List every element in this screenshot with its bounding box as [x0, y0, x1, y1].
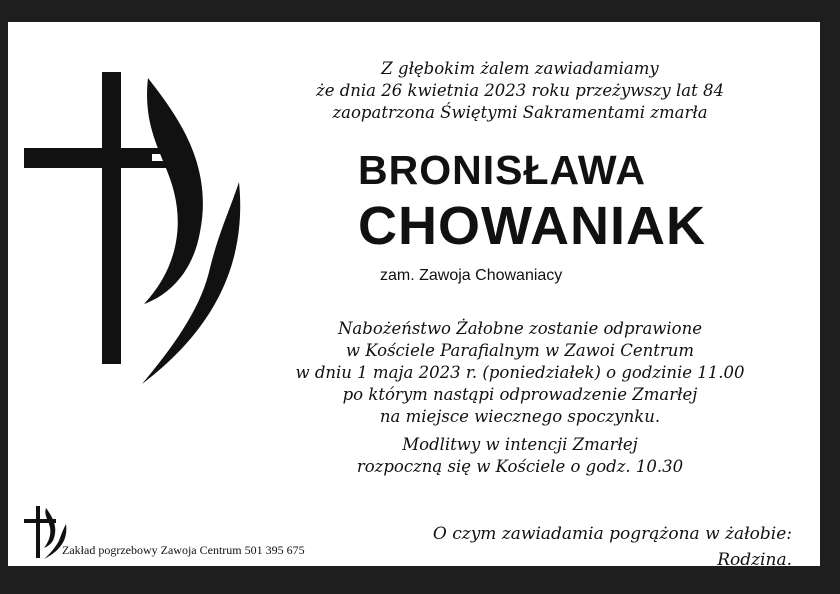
prayer-line: rozpoczną się w Kościele o godz. 10.30 — [356, 457, 684, 476]
intro-line: że dnia 26 kwietnia 2023 roku przeżywszy lat 84 — [316, 81, 724, 100]
prayer-line: Modlitwy w intencji Zmarłej — [402, 435, 638, 454]
funeral-line: po którym nastąpi odprowadzenie Zmarłej — [342, 385, 698, 404]
funeral-home-info: Zakład pogrzebowy Zawoja Centrum 501 395 675 — [62, 543, 305, 557]
address: zam. Zawoja Chowaniacy — [380, 267, 563, 284]
deceased-last-name: CHOWANIAK — [358, 196, 706, 256]
mourners-line: O czym zawiadamia pogrążona w żałobie: — [432, 524, 792, 544]
funeral-line: Nabożeństwo Żałobne zostanie odprawione — [337, 319, 703, 338]
mourners-signature: Rodzina. — [717, 550, 792, 570]
funeral-line: na miejsce wiecznego spoczynku. — [379, 407, 661, 426]
funeral-line: w Kościele Parafialnym w Zawoi Centrum — [345, 341, 695, 360]
intro-line: Z głębokim żalem zawiadamiamy — [381, 59, 659, 78]
funeral-line: w dniu 1 maja 2023 r. (poniedziałek) o godzinie 11.00 — [295, 363, 745, 382]
deceased-first-name: BRONISŁAWA — [358, 147, 646, 193]
intro-line: zaopatrzona Świętymi Sakramentami zmarła — [332, 103, 708, 122]
mourners-block — [433, 521, 792, 573]
